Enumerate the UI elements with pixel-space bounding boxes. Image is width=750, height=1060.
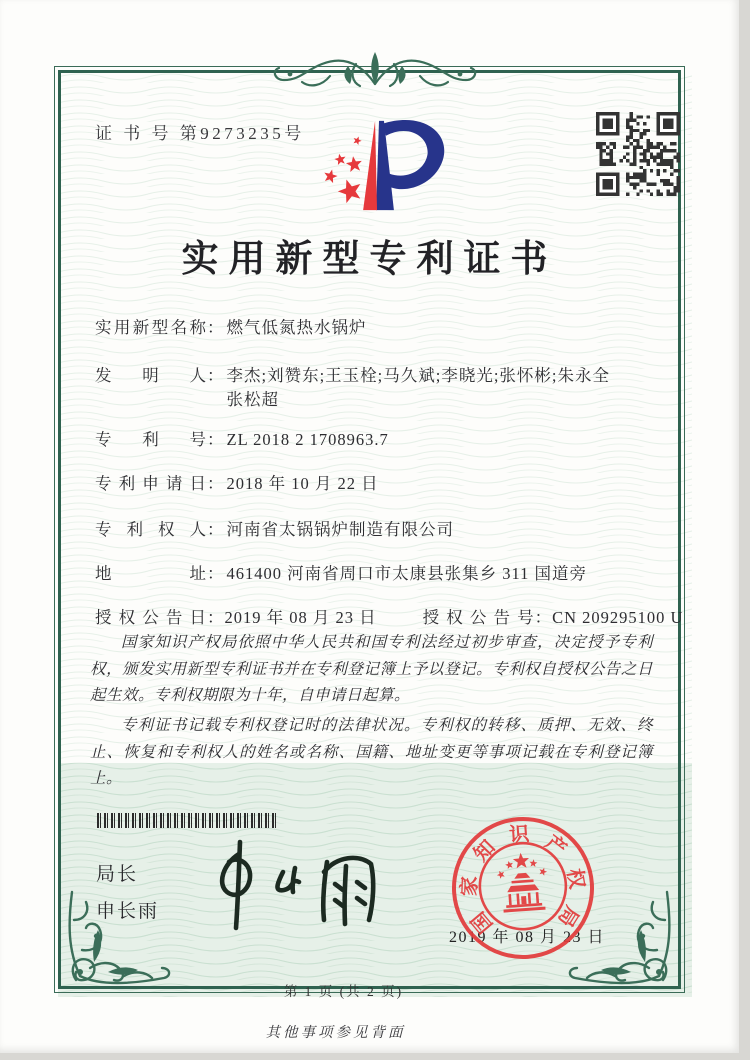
- field-row-grant: [95, 606, 684, 630]
- colon: ：: [207, 520, 225, 539]
- certificate-number: 证 书 号 第9273235号: [95, 124, 305, 143]
- colon: ：: [207, 608, 225, 627]
- signer-title: 局长: [96, 864, 139, 885]
- field-row-filing-date: [95, 472, 669, 496]
- field-label: 授权公告日: [95, 608, 207, 627]
- fields-section: [95, 316, 684, 630]
- grant-date-group: [95, 606, 377, 630]
- barcode-icon: [97, 813, 279, 828]
- grant-number-group: [423, 606, 684, 630]
- colon: ：: [534, 608, 553, 627]
- field-row-patent-no: [95, 428, 669, 452]
- field-row-inventors: [95, 364, 669, 412]
- field-label: 发明人: [95, 366, 207, 385]
- seal-date: 2019 年 08 月 23 日: [449, 929, 606, 946]
- colon: ：: [207, 564, 225, 583]
- signer-block: [96, 856, 159, 930]
- field-value: 2018 年 10 月 22 日: [226, 474, 379, 493]
- colon: ：: [207, 474, 225, 493]
- legal-text: [90, 630, 653, 796]
- field-row-patentee: [95, 518, 669, 542]
- inventors-line-1: 李杰;刘赞东;王玉栓;马久斌;李晓光;张怀彬;朱永全: [226, 366, 611, 385]
- footer-note: 其他事项参见背面: [265, 1025, 406, 1041]
- field-label: 授权公告号: [422, 608, 535, 627]
- field-label: 专利申请日: [95, 474, 207, 493]
- colon: ：: [207, 366, 225, 385]
- legal-paragraph-2: 专利证书记载专利权登记时的法律状况。专利权的转移、质押、无效、终止、恢复和专利权人的姓名或名称、国籍、地址变更等事项记载在专利登记簿上。: [90, 716, 653, 788]
- field-label: 实用新型名称: [95, 318, 207, 337]
- legal-paragraph-1: 国家知识产权局依照中华人民共和国专利法经过初步审查，决定授予专利权，颁发实用新型专利证书并在专利登记簿上予以登记。专利权自授权公告之日起生效。专利权期限为十年，自申请日起算。: [90, 634, 653, 705]
- seal-ring-text: 国 家 知 识 产 权 局: [458, 822, 589, 938]
- cnipa-logo-icon: [296, 108, 466, 232]
- field-label: 专利权人: [95, 520, 207, 539]
- national-emblem-icon: [474, 837, 572, 935]
- field-value: 燃气低氮热水锅炉: [226, 318, 367, 337]
- field-row-name: [95, 316, 669, 340]
- inventors-line-2: 张松超: [226, 390, 279, 409]
- field-label: 地址: [95, 564, 207, 583]
- signature-icon: [205, 828, 395, 936]
- field-value: ZL 2018 2 1708963.7: [226, 430, 389, 449]
- signer-name: 申长雨: [96, 901, 160, 922]
- field-value: 2019 年 08 月 23 日: [224, 608, 377, 627]
- field-label: 专利号: [95, 430, 207, 449]
- field-value: 461400 河南省周口市太康县张集乡 311 国道旁: [226, 564, 588, 583]
- field-value: [227, 364, 670, 412]
- field-value: 河南省太锅锅炉制造有限公司: [226, 520, 454, 539]
- certificate-title: 实用新型专利证书: [181, 239, 558, 280]
- colon: ：: [207, 430, 225, 449]
- page-number: 第 1 页 (共 2 页): [283, 984, 404, 999]
- top-flourish-icon: [260, 42, 490, 96]
- colon: ：: [207, 318, 225, 337]
- field-row-address: [95, 562, 669, 586]
- qr-code-icon: [596, 112, 680, 196]
- official-seal: [442, 807, 604, 969]
- field-value: CN 209295100 U: [552, 608, 684, 627]
